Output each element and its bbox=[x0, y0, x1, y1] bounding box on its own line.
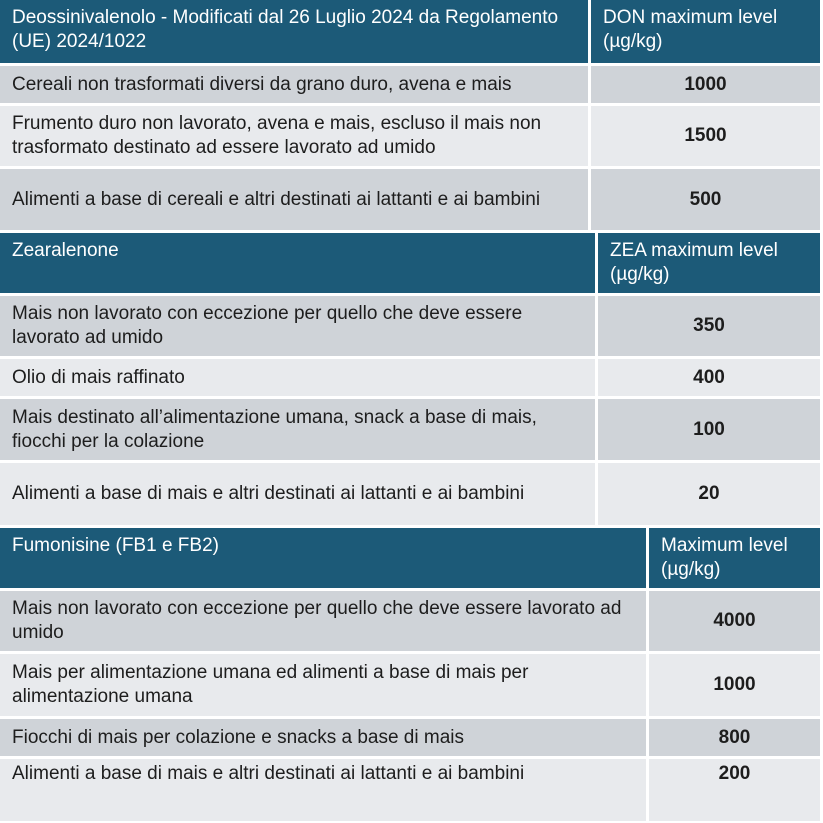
row-value: 500 bbox=[591, 169, 820, 230]
row-label: Mais destinato all’alimentazione umana, snack a base di mais, fiocchi per la colazione bbox=[0, 399, 595, 460]
fumonisine-header-title: Fumonisine (FB1 e FB2) bbox=[0, 528, 646, 588]
row-value: 1000 bbox=[591, 66, 820, 103]
don-header-value-label: DON maximum level (µg/kg) bbox=[591, 0, 820, 63]
zea-header-row bbox=[0, 233, 820, 293]
table-row bbox=[0, 759, 820, 821]
row-value: 100 bbox=[598, 399, 820, 460]
row-label: Alimenti a base di mais e altri destinati ai lattanti e ai bambini bbox=[0, 463, 595, 525]
table-row bbox=[0, 66, 820, 103]
table-row bbox=[0, 296, 820, 356]
row-label: Alimenti a base di cereali e altri destinati ai lattanti e ai bambini bbox=[0, 169, 588, 230]
don-header-row bbox=[0, 0, 820, 63]
row-label: Cereali non trasformati diversi da grano duro, avena e mais bbox=[0, 66, 588, 103]
table-row bbox=[0, 106, 820, 166]
zea-header-title: Zearalenone bbox=[0, 233, 595, 293]
table-row bbox=[0, 654, 820, 716]
fumonisine-header-row bbox=[0, 528, 820, 588]
row-value: 200 bbox=[649, 759, 820, 821]
table-row bbox=[0, 591, 820, 651]
row-label: Fiocchi di mais per colazione e snacks a base di mais bbox=[0, 719, 646, 756]
row-label: Mais non lavorato con eccezione per quello che deve essere lavorato ad umido bbox=[0, 296, 595, 356]
don-header-title: Deossinivalenolo - Modificati dal 26 Luglio 2024 da Regolamento (UE) 2024/1022 bbox=[0, 0, 588, 63]
fumonisine-header-value-label: Maximum level (µg/kg) bbox=[649, 528, 820, 588]
row-value: 4000 bbox=[649, 591, 820, 651]
row-value: 800 bbox=[649, 719, 820, 756]
table-row bbox=[0, 399, 820, 460]
table-row bbox=[0, 719, 820, 756]
row-value: 1000 bbox=[649, 654, 820, 716]
row-label: Frumento duro non lavorato, avena e mais, escluso il mais non trasformato destinato ad essere lavorato ad umido bbox=[0, 106, 588, 166]
row-value: 20 bbox=[598, 463, 820, 525]
row-label: Olio di mais raffinato bbox=[0, 359, 595, 396]
table-row bbox=[0, 463, 820, 525]
row-value: 400 bbox=[598, 359, 820, 396]
row-label: Alimenti a base di mais e altri destinati ai lattanti e ai bambini bbox=[0, 759, 646, 821]
row-label: Mais non lavorato con eccezione per quello che deve essere lavorato ad umido bbox=[0, 591, 646, 651]
row-value: 350 bbox=[598, 296, 820, 356]
row-value: 1500 bbox=[591, 106, 820, 166]
row-label: Mais per alimentazione umana ed alimenti a base di mais per alimentazione umana bbox=[0, 654, 646, 716]
table-row bbox=[0, 359, 820, 396]
zea-header-value-label: ZEA maximum level (µg/kg) bbox=[598, 233, 820, 293]
table-row bbox=[0, 169, 820, 230]
